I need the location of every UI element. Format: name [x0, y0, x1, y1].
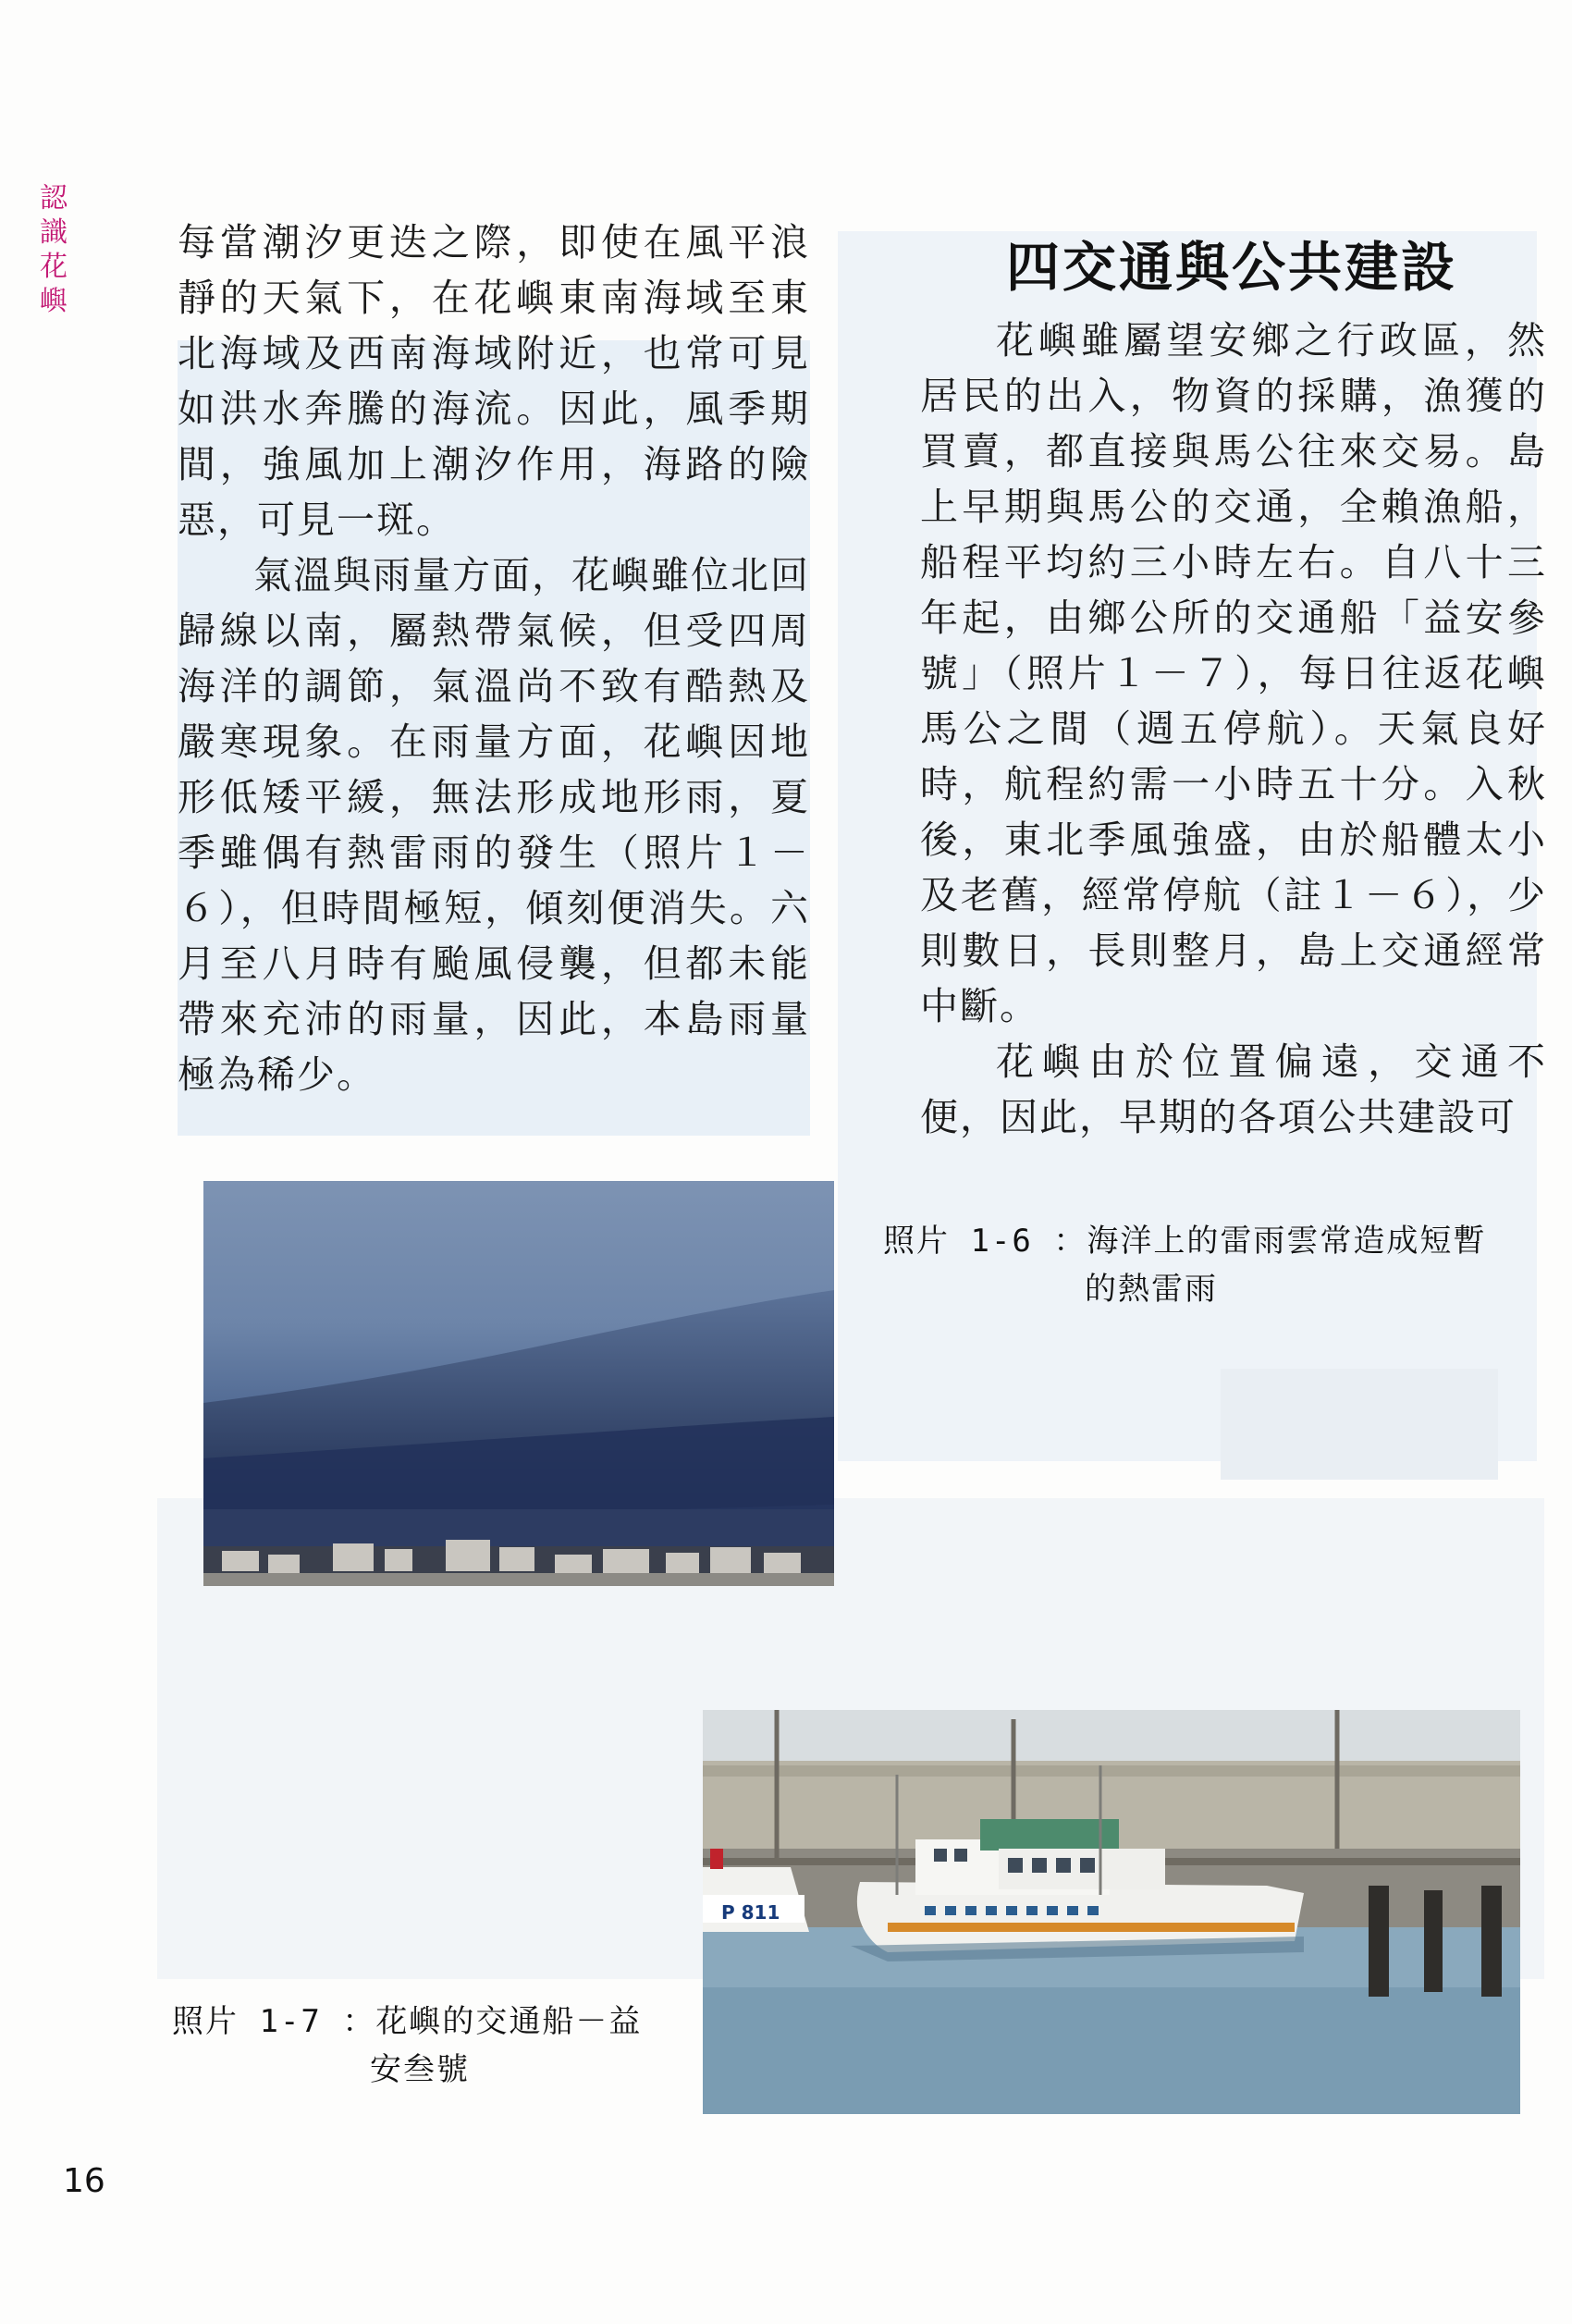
side-label-char: 識: [40, 216, 68, 249]
caption-line: 照片 1-7 ：花嶼的交通船－益: [172, 2003, 643, 2040]
paragraph: 氣溫與雨量方面，花嶼雖位北回歸線以南，屬熱帶氣候，但受四周海洋的調節，氣溫尚不致有酷熱及嚴寒現象。在雨量方面，花嶼因地形低矮平緩，無法形成地形雨，夏季雖偶有熱雷雨的發生（照片１－６），但時間極短，傾刻便消失。六月至八月時有颱風侵襲，但都未能帶來充沛的雨量，因此，本島雨量極為稀少。: [178, 553, 810, 1097]
photo-caption-1-7: [172, 1998, 708, 2094]
caption-line: 安叁號: [370, 2051, 470, 2088]
side-label-char: 認: [40, 182, 68, 215]
side-label-char: 嶼: [40, 285, 68, 317]
side-label-char: 花: [40, 251, 68, 283]
paragraph: 每當潮汐更迭之際，即使在風平浪靜的天氣下，在花嶼東南海域至東北海域及西南海域附近，也常可見如洪水奔騰的海流。因此，風季期間，強風加上潮汐作用，海路的險惡，可見一斑。: [178, 220, 810, 542]
paragraph: 花嶼由於位置偏遠，交通不便，因此，早期的各項公共建設可: [920, 1039, 1547, 1139]
bleed-through-block: [1221, 1369, 1498, 1480]
paragraph: 花嶼雖屬望安鄉之行政區，然居民的出入，物資的採購，漁獲的買賣，都直接與馬公往來交易。島上早期與馬公的交通，全賴漁船，船程平均約三小時左右。自八十三年起，由鄉公所的交通船「益安參號」（照片１－７），每日往返花嶼馬公之間（週五停航）。天氣良好時，航程約需一小時五十分。入秋後，東北季風強盛，由於船體太小及老舊，經常停航（註１－６），少則數日，長則整月，島上交通經常中斷。: [920, 318, 1547, 1028]
section-heading: 四交通與公共建設: [1006, 236, 1458, 299]
photo-caption-1-6: [883, 1217, 1549, 1313]
page-number: 16: [63, 2162, 105, 2200]
boat-hull-number: P 811: [721, 1901, 780, 1924]
chapter-side-label: [37, 181, 70, 318]
left-text-column: [178, 215, 810, 1102]
caption-line: 照片 1-6 ：海洋上的雷雨雲常造成短暫: [883, 1223, 1487, 1260]
caption-line: 的熱雷雨: [1085, 1271, 1218, 1308]
right-text-column: [920, 313, 1547, 1145]
photo-ferry-boat: [703, 1710, 1520, 2114]
photo-storm-clouds: [203, 1181, 834, 1586]
